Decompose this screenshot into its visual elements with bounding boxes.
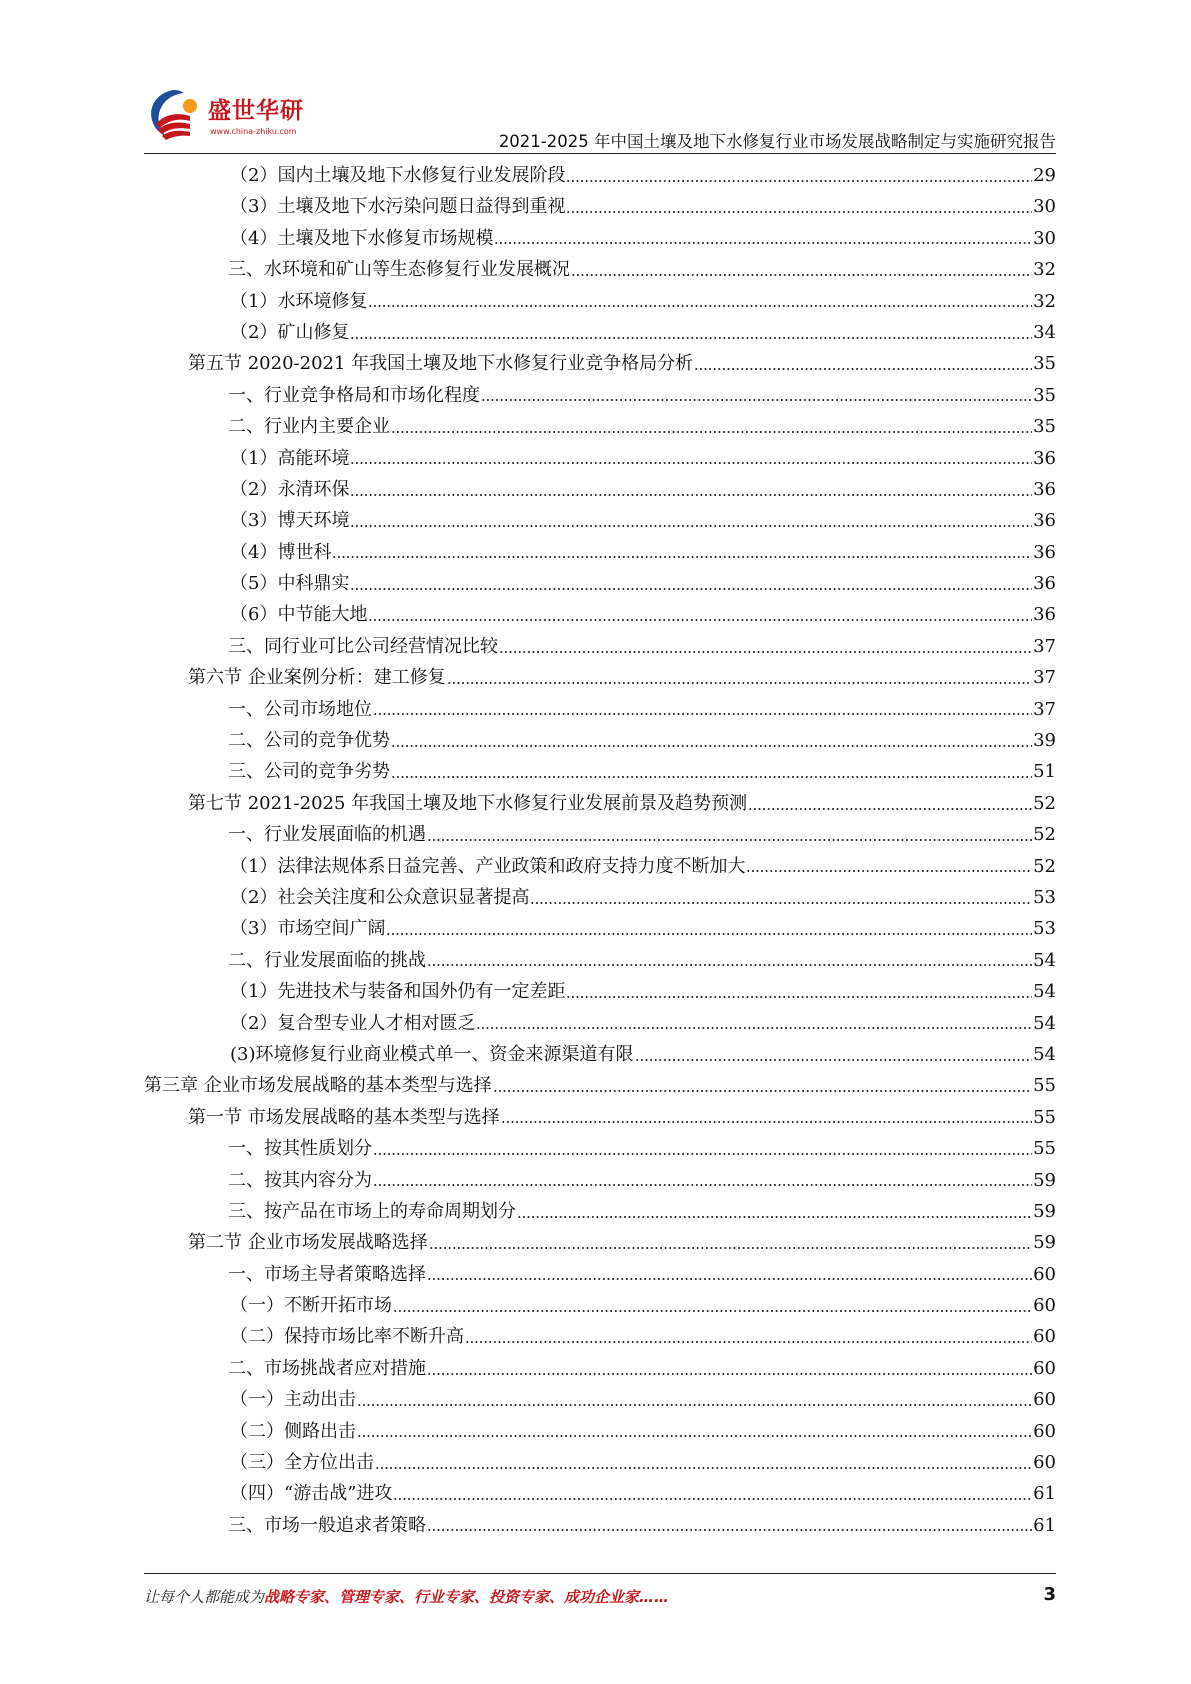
toc-entry-title: 三、按产品在市场上的寿命周期划分 — [228, 1200, 516, 1222]
brand-name: 盛世华研 — [208, 98, 304, 124]
toc-entry[interactable] — [144, 505, 1056, 536]
toc-entry-title: （5）中科鼎实 — [230, 573, 350, 595]
toc-entry[interactable] — [144, 945, 1056, 976]
toc-entry-title: 二、行业内主要企业 — [228, 416, 390, 438]
toc-dot-leader — [391, 430, 1032, 434]
toc-entry[interactable] — [144, 1510, 1056, 1541]
toc-dot-leader — [447, 681, 1032, 685]
toc-entry-title: （6）中节能大地 — [230, 604, 368, 626]
toc-dot-leader — [427, 1277, 1032, 1281]
toc-entry[interactable] — [144, 694, 1056, 725]
toc-dot-leader — [357, 1434, 1032, 1438]
toc-entry-page: 37 — [1033, 635, 1056, 657]
toc-entry[interactable] — [144, 756, 1056, 787]
toc-entry-page: 54 — [1033, 1012, 1056, 1034]
toc-dot-leader — [571, 273, 1032, 277]
toc-entry[interactable] — [144, 662, 1056, 693]
toc-entry[interactable] — [144, 976, 1056, 1007]
toc-entry-title: 一、公司市场地位 — [228, 698, 372, 720]
toc-entry[interactable] — [144, 568, 1056, 599]
toc-entry-title: （2）社会关注度和公众意识显著提高 — [230, 886, 530, 908]
page-number: 3 — [1043, 1584, 1056, 1605]
toc-dot-leader — [427, 1528, 1032, 1532]
toc-entry-title: （二）侧路出击 — [230, 1420, 356, 1442]
toc-dot-leader — [517, 1215, 1032, 1219]
toc-entry-title: （1）法律法规体系日益完善、产业政策和政府支持力度不断加大 — [230, 855, 746, 877]
toc-entry-title: 三、水环境和矿山等生态修复行业发展概况 — [228, 259, 570, 281]
toc-entry[interactable] — [144, 1384, 1056, 1415]
toc-entry-title: （3）土壤及地下水污染问题日益得到重视 — [230, 196, 566, 218]
toc-entry-title: （1）先进技术与装备和国外仍有一定差距 — [230, 981, 566, 1003]
toc-entry-page: 54 — [1033, 1043, 1056, 1065]
toc-entry-page: 60 — [1033, 1389, 1056, 1411]
toc-entry[interactable] — [144, 223, 1056, 254]
brand-logo — [144, 84, 314, 144]
toc-dot-leader — [375, 1466, 1032, 1470]
toc-entry[interactable] — [144, 599, 1056, 630]
toc-entry[interactable] — [144, 254, 1056, 285]
toc-entry-page: 36 — [1033, 510, 1056, 532]
toc-entry[interactable] — [144, 819, 1056, 850]
toc-entry-title: （1）水环境修复 — [230, 290, 368, 312]
toc-dot-leader — [393, 1309, 1032, 1313]
toc-entry-title: (3)环境修复行业商业模式单一、资金来源渠道有限 — [230, 1043, 634, 1065]
toc-entry-page: 59 — [1033, 1200, 1056, 1222]
toc-entry-title: 第三章 企业市场发展战略的基本类型与选择 — [144, 1075, 492, 1097]
toc-entry[interactable] — [144, 1447, 1056, 1478]
toc-entry-page: 61 — [1033, 1483, 1056, 1505]
toc-dot-leader — [350, 524, 1032, 528]
toc-entry-title: 二、公司的竞争优势 — [228, 730, 390, 752]
toc-dot-leader — [530, 901, 1032, 905]
toc-entry-title: 一、按其性质划分 — [228, 1138, 372, 1160]
toc-entry-page: 60 — [1033, 1357, 1056, 1379]
toc-entry[interactable] — [144, 882, 1056, 913]
toc-entry-title: 三、市场一般追求者策略 — [228, 1514, 426, 1536]
toc-entry-page: 61 — [1033, 1514, 1056, 1536]
toc-entry-title: （2）矿山修复 — [230, 321, 350, 343]
toc-entry-page: 52 — [1033, 824, 1056, 846]
toc-entry-page: 35 — [1033, 416, 1056, 438]
footer-slogan-prefix: 让每个人都能成为 — [144, 1588, 265, 1606]
toc-dot-leader — [493, 1089, 1032, 1093]
toc-entry-page: 30 — [1033, 196, 1056, 218]
toc-entry-page: 37 — [1033, 667, 1056, 689]
toc-entry-title: 一、市场主导者策略选择 — [228, 1263, 426, 1285]
toc-dot-leader — [476, 1026, 1032, 1030]
toc-dot-leader — [566, 995, 1032, 999]
toc-dot-leader — [427, 838, 1032, 842]
toc-entry[interactable] — [144, 1070, 1056, 1101]
toc-entry-title: （4）土壤及地下水修复市场规模 — [230, 227, 494, 249]
toc-entry-title: （2）复合型专业人才相对匮乏 — [230, 1012, 476, 1034]
toc-dot-leader — [386, 932, 1032, 936]
toc-entry-page: 34 — [1033, 321, 1056, 343]
toc-entry-page: 39 — [1033, 730, 1056, 752]
toc-entry[interactable] — [144, 160, 1056, 191]
toc-entry-title: （1）高能环境 — [230, 447, 350, 469]
toc-entry-title: （2）国内土壤及地下水修复行业发展阶段 — [230, 165, 566, 186]
toc-dot-leader — [501, 1120, 1032, 1124]
toc-entry-title: 一、行业发展面临的机遇 — [228, 824, 426, 846]
toc-entry[interactable] — [144, 1008, 1056, 1039]
toc-entry-title: 一、行业竞争格局和市场化程度 — [228, 384, 480, 406]
toc-entry-page: 55 — [1033, 1075, 1056, 1097]
toc-entry[interactable] — [144, 380, 1056, 411]
toc-dot-leader — [566, 210, 1032, 214]
toc-entry-title: 第七节 2021-2025 年我国土壤及地下水修复行业发展前景及趋势预测 — [188, 792, 748, 814]
toc-entry[interactable] — [144, 913, 1056, 944]
toc-entry[interactable] — [144, 443, 1056, 474]
toc-entry-title: 第六节 企业案例分析：建工修复 — [188, 667, 446, 689]
toc-dot-leader — [499, 650, 1032, 654]
toc-entry-page: 36 — [1033, 541, 1056, 563]
toc-dot-leader — [746, 869, 1032, 873]
toc-dot-leader — [332, 555, 1032, 559]
toc-entry[interactable] — [144, 1259, 1056, 1290]
toc-dot-leader — [465, 1340, 1032, 1344]
toc-entry-title: （3）博天环境 — [230, 510, 350, 532]
toc-dot-leader — [373, 712, 1032, 716]
toc-entry-title: （三）全方位出击 — [230, 1452, 374, 1474]
toc-dot-leader — [373, 1152, 1032, 1156]
toc-entry[interactable] — [144, 191, 1056, 222]
toc-entry-page: 29 — [1033, 165, 1056, 186]
toc-entry[interactable] — [144, 411, 1056, 442]
footer-divider — [144, 1573, 1056, 1574]
toc-entry[interactable] — [144, 1478, 1056, 1509]
toc-dot-leader — [427, 1372, 1032, 1376]
toc-entry[interactable] — [144, 1321, 1056, 1352]
toc-dot-leader — [357, 1403, 1032, 1407]
toc-entry[interactable] — [144, 1196, 1056, 1227]
toc-entry-page: 60 — [1033, 1420, 1056, 1442]
toc-entry[interactable] — [144, 348, 1056, 379]
toc-entry-page: 60 — [1033, 1326, 1056, 1348]
toc-entry-page: 36 — [1033, 604, 1056, 626]
toc-entry-title: 二、按其内容分为 — [228, 1169, 372, 1191]
toc-dot-leader — [350, 461, 1032, 465]
toc-entry-title: （一）主动出击 — [230, 1389, 356, 1411]
toc-entry[interactable] — [144, 1039, 1056, 1070]
toc-dot-leader — [368, 618, 1032, 622]
toc-entry-page: 32 — [1033, 259, 1056, 281]
toc-dot-leader — [373, 1183, 1032, 1187]
toc-entry-page: 35 — [1033, 353, 1056, 375]
toc-dot-leader — [748, 807, 1032, 811]
toc-entry[interactable] — [144, 286, 1056, 317]
toc-entry[interactable] — [144, 537, 1056, 568]
toc-entry[interactable] — [144, 317, 1056, 348]
toc-entry-title: 二、市场挑战者应对措施 — [228, 1357, 426, 1379]
toc-entry-title: （3）市场空间广阔 — [230, 918, 386, 940]
toc-entry-page: 51 — [1033, 761, 1056, 783]
header-divider — [144, 153, 1056, 154]
toc-entry-page: 36 — [1033, 573, 1056, 595]
toc-entry-title: （二）保持市场比率不断升高 — [230, 1326, 464, 1348]
toc-entry-page: 59 — [1033, 1232, 1056, 1254]
toc-entry-title: 三、公司的竞争劣势 — [228, 761, 390, 783]
toc-dot-leader — [393, 1497, 1032, 1501]
toc-entry-page: 54 — [1033, 949, 1056, 971]
toc-entry[interactable] — [144, 631, 1056, 662]
toc-dot-leader — [429, 1246, 1032, 1250]
toc-entry[interactable] — [144, 788, 1056, 819]
toc-entry-page: 52 — [1033, 855, 1056, 877]
toc-entry[interactable] — [144, 725, 1056, 756]
toc-entry-page: 36 — [1033, 447, 1056, 469]
toc-dot-leader — [350, 587, 1032, 591]
toc-dot-leader — [368, 304, 1032, 308]
toc-entry[interactable] — [144, 1102, 1056, 1133]
toc-entry-title: 二、行业发展面临的挑战 — [228, 949, 426, 971]
toc-entry-page: 55 — [1033, 1106, 1056, 1128]
toc-dot-leader — [635, 1058, 1033, 1062]
toc-entry[interactable] — [144, 1227, 1056, 1258]
toc-dot-leader — [350, 336, 1032, 340]
footer-slogan — [144, 1586, 669, 1607]
toc-entry-title: （一）不断开拓市场 — [230, 1295, 392, 1317]
toc-dot-leader — [481, 398, 1032, 402]
toc-entry[interactable] — [144, 1165, 1056, 1196]
toc-entry[interactable] — [144, 1353, 1056, 1384]
toc-dot-leader — [694, 367, 1032, 371]
footer-slogan-roles: 战略专家、管理专家、行业专家、投资专家、成功企业家…… — [264, 1588, 670, 1606]
toc-entry-page: 59 — [1033, 1169, 1056, 1191]
toc-entry-title: 三、同行业可比公司经营情况比较 — [228, 635, 498, 657]
toc-dot-leader — [566, 179, 1032, 183]
toc-entry[interactable] — [144, 1290, 1056, 1321]
toc-entry-page: 36 — [1033, 478, 1056, 500]
toc-entry-page: 60 — [1033, 1295, 1056, 1317]
toc-entry-title: 第二节 企业市场发展战略选择 — [188, 1232, 428, 1254]
brand-url: www.china-zhiku.com — [210, 127, 297, 136]
toc-entry-page: 30 — [1033, 227, 1056, 249]
toc-entry[interactable] — [144, 1133, 1056, 1164]
toc-entry-page: 52 — [1033, 792, 1056, 814]
toc-dot-leader — [391, 775, 1032, 779]
toc-entry-title: （4）博世科 — [230, 541, 332, 563]
toc-dot-leader — [350, 493, 1032, 497]
toc-entry[interactable] — [144, 851, 1056, 882]
toc-entry[interactable] — [144, 474, 1056, 505]
toc-entry-title: （四）“游击战”进攻 — [230, 1483, 393, 1505]
toc-entry-page: 53 — [1033, 886, 1056, 908]
toc-entry-title: （2）永清环保 — [230, 478, 350, 500]
toc-entry-page: 53 — [1033, 918, 1056, 940]
toc-entry-title: 第五节 2020-2021 年我国土壤及地下水修复行业竞争格局分析 — [188, 353, 694, 375]
toc-entry-page: 54 — [1033, 981, 1056, 1003]
toc-dot-leader — [427, 963, 1032, 967]
table-of-contents — [144, 160, 1056, 1541]
toc-dot-leader — [494, 241, 1032, 245]
toc-entry-page: 60 — [1033, 1263, 1056, 1285]
toc-entry-page: 60 — [1033, 1452, 1056, 1474]
brand-logo-icon — [144, 84, 206, 144]
toc-entry-page: 35 — [1033, 384, 1056, 406]
toc-entry-title: 第一节 市场发展战略的基本类型与选择 — [188, 1106, 500, 1128]
toc-entry-page: 55 — [1033, 1138, 1056, 1160]
toc-entry[interactable] — [144, 1416, 1056, 1447]
toc-entry-page: 37 — [1033, 698, 1056, 720]
page-header — [144, 78, 1056, 153]
document-title: 2021-2025 年中国土壤及地下水修复行业市场发展战略制定与实施研究报告 — [498, 132, 1056, 151]
toc-dot-leader — [391, 744, 1032, 748]
toc-entry-page: 32 — [1033, 290, 1056, 312]
